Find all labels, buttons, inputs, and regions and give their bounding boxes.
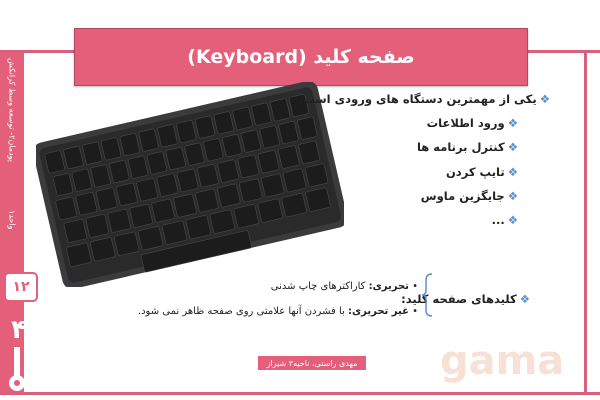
sidebar-chapter: پودمان۲- توسعه وسط کرانکش bbox=[7, 58, 17, 163]
keyboard-key bbox=[195, 189, 218, 213]
keyboard-key bbox=[261, 173, 284, 197]
bullet-item: ❖یکی از مهمترین دستگاه های ورودی است. bbox=[298, 92, 550, 106]
bottom-band bbox=[0, 392, 600, 395]
keys-label: ❖کلیدهای صفحه کلید: bbox=[401, 292, 530, 306]
title-banner bbox=[74, 28, 528, 86]
author-footer: مهدی راستی، ناحیه۳ شیراز bbox=[258, 356, 366, 370]
bullet-item: ❖تایپ کردن bbox=[445, 165, 518, 179]
keyboard-key bbox=[151, 199, 174, 223]
keyboard-key bbox=[107, 209, 130, 233]
sidebar-part: واحد۱ bbox=[7, 210, 17, 230]
bullet-item: ❖ورود اطلاعات bbox=[426, 116, 518, 130]
right-rule bbox=[584, 52, 587, 392]
keyboard-key bbox=[86, 214, 109, 238]
bullet-item: ❖... bbox=[491, 213, 518, 227]
key-type-printable: • تحریری: کاراکترهای چاپ شدنی bbox=[270, 281, 418, 292]
svg-text:gama: gama bbox=[440, 338, 565, 384]
page-number: ۴ bbox=[11, 315, 27, 345]
key-type-nonprintable: • غیر تحریری: با فشردن آنها علامتی روی صفحه ظاهر نمی شود. bbox=[137, 306, 418, 317]
brace bbox=[420, 272, 436, 318]
watermark-logo bbox=[440, 336, 580, 386]
keyboard-key bbox=[239, 179, 262, 203]
keyboard-key bbox=[305, 163, 328, 187]
keyboard-key bbox=[129, 204, 152, 228]
keyboard-image bbox=[36, 82, 344, 287]
page-title: صفحه کلید (Keyboard) bbox=[187, 46, 415, 68]
bullet-item: ❖جایگزین ماوس bbox=[420, 189, 518, 203]
keyboard-key bbox=[283, 168, 306, 192]
keyboard-key bbox=[64, 219, 87, 243]
chapter-badge: ۱۲ bbox=[4, 272, 38, 302]
keyboard-key bbox=[173, 194, 196, 218]
wrench-icon bbox=[6, 345, 28, 395]
bullet-item: ❖کنترل برنامه ها bbox=[416, 140, 518, 154]
keyboard-key bbox=[217, 184, 240, 208]
